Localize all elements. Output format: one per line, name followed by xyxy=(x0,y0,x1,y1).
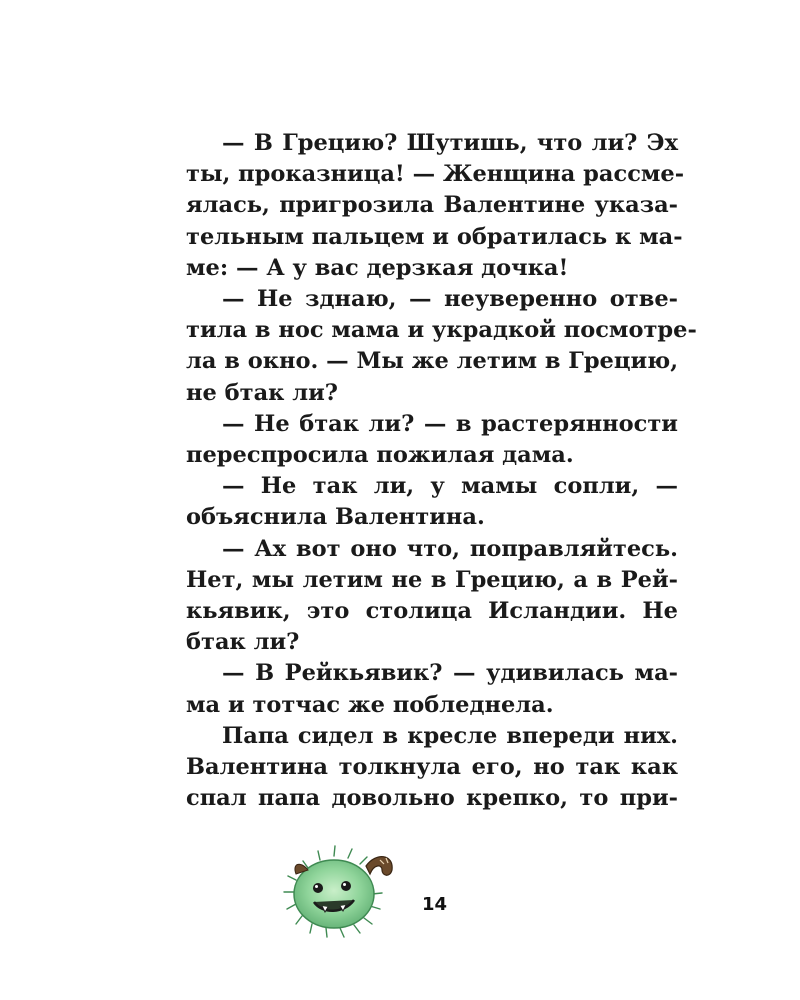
text-line: бтак ли? xyxy=(186,629,300,656)
paragraph-5 xyxy=(186,534,678,659)
page-number: 14 xyxy=(422,894,448,915)
text-line: тельным пальцем и обратилась к ма- xyxy=(186,223,683,250)
green-fuzzy-monster-icon xyxy=(278,840,418,945)
text-line: — Не зднаю, — неуверенно отве- xyxy=(222,286,678,313)
text-line: не бтак ли? xyxy=(186,379,338,406)
paragraph-2 xyxy=(186,284,697,409)
text-line: — Ах вот оно что, поправляйтесь. xyxy=(222,535,678,562)
text-line: — Не так ли, у мамы сопли, — xyxy=(222,473,678,500)
text-line: кьявик, это столица Исландии. Не xyxy=(186,598,678,625)
book-page-text xyxy=(186,128,697,814)
text-line: объяснила Валентина. xyxy=(186,504,485,531)
text-line: переспросила пожилая дама. xyxy=(186,442,574,469)
paragraph-6 xyxy=(186,658,678,720)
text-line: спал папа довольно крепко, то при- xyxy=(186,785,678,812)
page-footer xyxy=(278,840,478,950)
text-line: ялась, пригрозила Валентине указа- xyxy=(186,192,678,219)
text-line: ла в окно. — Мы же летим в Грецию, xyxy=(186,348,679,375)
text-line: ты, проказница! — Женщина рассме- xyxy=(186,161,685,188)
text-line: Нет, мы летим не в Грецию, а в Рей- xyxy=(186,566,678,593)
paragraph-3 xyxy=(186,409,678,471)
text-line: ма и тотчас же побледнела. xyxy=(186,691,554,718)
paragraph-4 xyxy=(186,471,678,533)
paragraph-1 xyxy=(186,128,685,284)
text-line: ме: — А у вас дерзкая дочка! xyxy=(186,254,569,281)
text-line: — Не бтак ли? — в растерянности xyxy=(222,410,678,437)
text-line: Папа сидел в кресле впереди них. xyxy=(222,722,678,749)
text-line: Валентина толкнула его, но так как xyxy=(186,754,678,781)
paragraph-7 xyxy=(186,721,678,815)
text-line: тила в нос мама и украдкой посмотре- xyxy=(186,317,697,344)
text-line: — В Грецию? Шутишь, что ли? Эх xyxy=(222,130,678,156)
text-line: — В Рейкьявик? — удивилась ма- xyxy=(222,660,678,687)
